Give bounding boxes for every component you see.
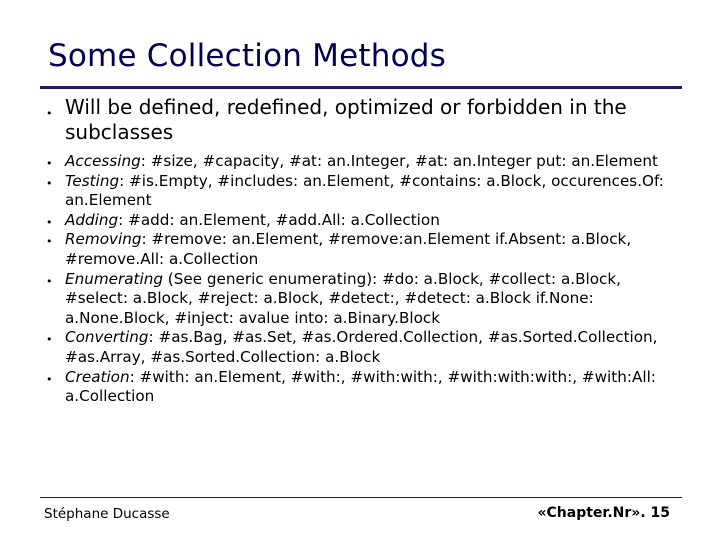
bullet-text: : #is.Empty, #includes: an.Element, #contains: a.Block, occurences.Of: an.Element (65, 171, 664, 210)
bullet-term: Adding (65, 210, 119, 229)
bullet-dot-icon: • (46, 107, 53, 120)
bullet-term: Converting (65, 328, 149, 347)
bullet-list (46, 95, 682, 407)
footer-divider (40, 497, 682, 498)
bullet-dot-icon: • (46, 176, 53, 190)
bullet-dot-icon: • (46, 333, 53, 347)
bullet-text: (See generic enumerating): #do: a.Block, #collect: a.Block, #select: a.Block, #reject: a.Block, #detect:, #detect: a.Block if.None: a.None.Block, #inject: avalue into: a.Binary.Block (65, 269, 621, 327)
bullet-item (46, 270, 682, 329)
title-divider (40, 86, 682, 89)
bullet-item (46, 152, 682, 172)
slide-title: Some Collection Methods (48, 38, 446, 74)
bullet-text: : #add: an.Element, #add.All: a.Collection (118, 210, 440, 229)
bullet-item (46, 95, 682, 145)
bullet-item (46, 211, 682, 231)
bullet-term: Testing (65, 171, 120, 190)
bullet-term: Removing (65, 230, 142, 249)
bullet-dot-icon: • (46, 215, 53, 229)
bullet-term: Accessing (65, 152, 141, 170)
bullet-item (46, 328, 682, 367)
bullet-dot-icon: • (46, 372, 53, 386)
bullet-text: : #with: an.Element, #with:, #with:with:, #with:with:with:, #with:All: a.Collection (65, 367, 656, 406)
bullet-text: : #size, #capacity, #at: an.Integer, #at: an.Integer put: an.Element (140, 152, 658, 170)
footer-author: Stéphane Ducasse (44, 506, 170, 522)
bullet-text: : #remove: an.Element, #remove:an.Element if.Absent: a.Block, #remove.All: a.Collection (65, 230, 632, 268)
bullet-text: Will be defined, redefined, optimized or forbidden in the subclasses (65, 95, 627, 144)
bullet-item (46, 172, 682, 211)
bullet-dot-icon: • (46, 157, 53, 170)
footer-page-number: «Chapter.Nr». 15 (537, 505, 670, 521)
bullet-text: : #as.Bag, #as.Set, #as.Ordered.Collection, #as.Sorted.Collection, #as.Array, #as.Sorted.Collection: a.Block (65, 328, 658, 366)
bullet-term: Creation (65, 367, 130, 386)
bullet-dot-icon: • (46, 235, 53, 249)
bullet-dot-icon: • (46, 274, 53, 288)
bullet-term: Enumerating (65, 269, 163, 288)
bullet-item (46, 368, 682, 407)
bullet-item (46, 230, 682, 269)
